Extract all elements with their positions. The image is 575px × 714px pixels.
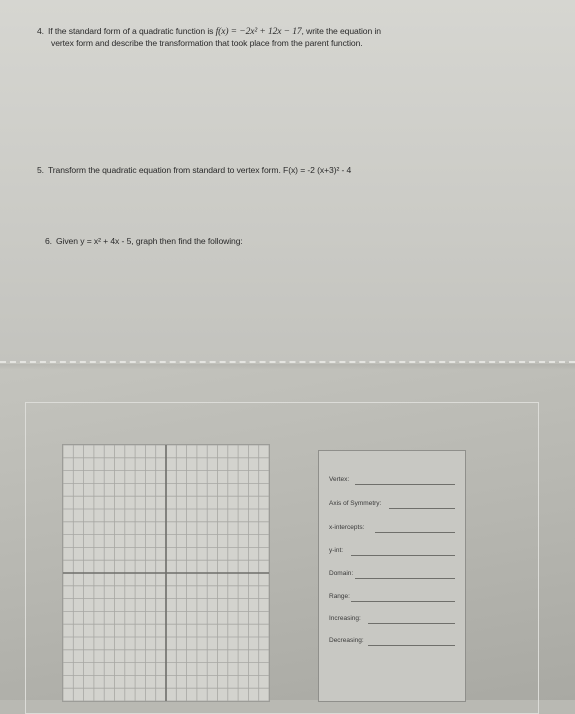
answer-line[interactable] (355, 578, 455, 579)
field-label: Domain: (329, 570, 354, 577)
coordinate-grid[interactable] (62, 444, 270, 702)
field-label: Vertex: (329, 476, 350, 483)
field-label: Range: (329, 593, 350, 600)
field-label: Axis of Symmetry: (329, 500, 382, 507)
question-5-text: Transform the quadratic equation from standard to vertex form. F(x) = -2 (x+3)² - 4 (47, 165, 352, 175)
answer-box (318, 450, 466, 702)
divider-shadow (0, 364, 575, 370)
question-4-text-end: , write the equation in (301, 26, 381, 36)
question-6 (45, 236, 545, 247)
field-label: Increasing: (329, 615, 361, 622)
question-number: 4. (37, 26, 44, 36)
answer-line[interactable] (351, 601, 455, 602)
answer-line[interactable] (351, 555, 455, 556)
question-4 (37, 26, 537, 49)
answer-line[interactable] (368, 623, 455, 624)
question-6-text: Given y = x² + 4x - 5, graph then find the following: (55, 236, 243, 246)
grid-svg (63, 445, 269, 701)
question-4-equation: f(x) = −2x² + 12x − 17 (215, 27, 302, 37)
answer-line[interactable] (368, 645, 455, 646)
question-4-line-2: vertex form and describe the transformation that took place from the parent function. (51, 38, 363, 48)
question-number: 5. (37, 165, 44, 175)
question-5 (37, 165, 537, 176)
answer-line[interactable] (375, 532, 455, 533)
answer-line[interactable] (355, 484, 455, 485)
question-4-text: If the standard form of a quadratic function is (47, 26, 216, 36)
question-number: 6. (45, 236, 52, 246)
field-label: x-intercepts: (329, 524, 365, 531)
field-label: y-int: (329, 547, 344, 554)
field-label: Decreasing: (329, 637, 364, 644)
dashed-divider (0, 361, 575, 363)
answer-line[interactable] (389, 508, 455, 509)
